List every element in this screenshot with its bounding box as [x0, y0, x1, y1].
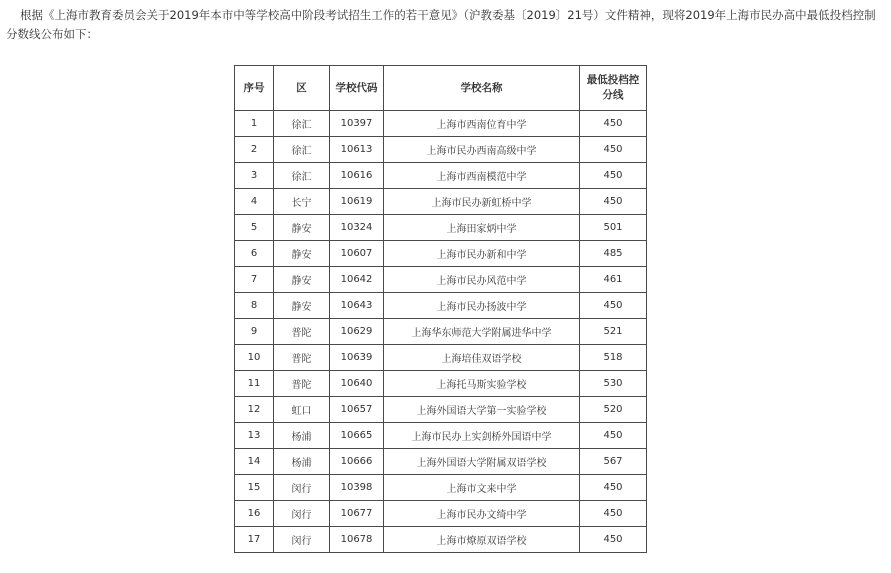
cell-score: 450	[580, 293, 647, 319]
cell-name: 上海市西南模范中学	[384, 163, 580, 189]
cell-no: 7	[235, 267, 274, 293]
table-row	[235, 319, 647, 345]
cell-no: 12	[235, 397, 274, 423]
cell-code: 10613	[330, 137, 384, 163]
cell-district: 虹口	[274, 397, 330, 423]
header-code: 学校代码	[330, 66, 384, 111]
table-row	[235, 475, 647, 501]
cell-no: 13	[235, 423, 274, 449]
intro-paragraph: 根据《上海市教育委员会关于2019年本市中等学校高中阶段考试招生工作的若干意见》（沪教委基〔2019〕21号）文件精神，现将2019年上海市民办高中最低投档控制分数线公布如下：	[6, 8, 876, 41]
cell-name: 上海市民办新和中学	[384, 241, 580, 267]
cell-no: 1	[235, 111, 274, 137]
cell-code: 10616	[330, 163, 384, 189]
cell-score: 450	[580, 423, 647, 449]
header-name: 学校名称	[384, 66, 580, 111]
table-row	[235, 423, 647, 449]
cell-no: 5	[235, 215, 274, 241]
cell-name: 上海市民办西南高级中学	[384, 137, 580, 163]
table-row	[235, 241, 647, 267]
cell-no: 2	[235, 137, 274, 163]
cell-no: 6	[235, 241, 274, 267]
cutoff-score-table	[234, 65, 647, 553]
cell-district: 长宁	[274, 189, 330, 215]
cell-code: 10643	[330, 293, 384, 319]
cell-name: 上海市文来中学	[384, 475, 580, 501]
cell-score: 518	[580, 345, 647, 371]
cell-code: 10398	[330, 475, 384, 501]
table-row	[235, 267, 647, 293]
table-row	[235, 397, 647, 423]
cell-no: 4	[235, 189, 274, 215]
cell-district: 闵行	[274, 527, 330, 553]
cell-score: 501	[580, 215, 647, 241]
cell-score: 485	[580, 241, 647, 267]
cell-name: 上海培佳双语学校	[384, 345, 580, 371]
cell-code: 10678	[330, 527, 384, 553]
cell-name: 上海市民办扬波中学	[384, 293, 580, 319]
header-score-text: 最低投档控分线	[586, 74, 640, 101]
cell-name: 上海田家炳中学	[384, 215, 580, 241]
cell-district: 静安	[274, 267, 330, 293]
cell-no: 17	[235, 527, 274, 553]
cell-district: 普陀	[274, 371, 330, 397]
cell-name: 上海市民办风范中学	[384, 267, 580, 293]
cell-no: 9	[235, 319, 274, 345]
cell-score: 450	[580, 137, 647, 163]
table-row	[235, 371, 647, 397]
cell-code: 10657	[330, 397, 384, 423]
cell-score: 450	[580, 527, 647, 553]
cell-score: 567	[580, 449, 647, 475]
cell-score: 521	[580, 319, 647, 345]
cell-district: 闵行	[274, 475, 330, 501]
cell-district: 闵行	[274, 501, 330, 527]
cell-district: 徐汇	[274, 137, 330, 163]
cell-name: 上海托马斯实验学校	[384, 371, 580, 397]
cell-code: 10639	[330, 345, 384, 371]
table-header-row	[235, 66, 647, 111]
cell-district: 静安	[274, 215, 330, 241]
cell-no: 14	[235, 449, 274, 475]
cell-score: 450	[580, 111, 647, 137]
table-row	[235, 527, 647, 553]
cell-name: 上海市民办上实剑桥外国语中学	[384, 423, 580, 449]
cell-name: 上海外国语大学第一实验学校	[384, 397, 580, 423]
cell-code: 10642	[330, 267, 384, 293]
cell-district: 普陀	[274, 319, 330, 345]
cell-code: 10397	[330, 111, 384, 137]
header-score	[580, 66, 647, 111]
cell-code: 10607	[330, 241, 384, 267]
header-district: 区	[274, 66, 330, 111]
cell-code: 10640	[330, 371, 384, 397]
table-row	[235, 293, 647, 319]
cell-score: 520	[580, 397, 647, 423]
cell-code: 10666	[330, 449, 384, 475]
cell-name: 上海外国语大学附属双语学校	[384, 449, 580, 475]
table-row	[235, 189, 647, 215]
header-no: 序号	[235, 66, 274, 111]
cell-name: 上海市民办新虹桥中学	[384, 189, 580, 215]
cell-district: 杨浦	[274, 423, 330, 449]
table-row	[235, 137, 647, 163]
cell-no: 15	[235, 475, 274, 501]
cell-score: 450	[580, 475, 647, 501]
cell-district: 徐汇	[274, 111, 330, 137]
cell-score: 450	[580, 501, 647, 527]
cell-district: 徐汇	[274, 163, 330, 189]
cell-no: 11	[235, 371, 274, 397]
cell-name: 上海市西南位育中学	[384, 111, 580, 137]
table-row	[235, 215, 647, 241]
cell-name: 上海华东师范大学附属进华中学	[384, 319, 580, 345]
cell-code: 10677	[330, 501, 384, 527]
cell-score: 450	[580, 189, 647, 215]
cell-district: 杨浦	[274, 449, 330, 475]
cell-no: 3	[235, 163, 274, 189]
table-row	[235, 111, 647, 137]
cell-no: 16	[235, 501, 274, 527]
cell-district: 普陀	[274, 345, 330, 371]
cell-no: 8	[235, 293, 274, 319]
table-row	[235, 345, 647, 371]
cell-code: 10629	[330, 319, 384, 345]
cell-district: 静安	[274, 241, 330, 267]
cell-name: 上海市民办文绮中学	[384, 501, 580, 527]
cell-name: 上海市燎原双语学校	[384, 527, 580, 553]
cell-code: 10665	[330, 423, 384, 449]
cell-score: 530	[580, 371, 647, 397]
cell-no: 10	[235, 345, 274, 371]
cell-score: 450	[580, 163, 647, 189]
cell-score: 461	[580, 267, 647, 293]
table-row	[235, 449, 647, 475]
cell-code: 10324	[330, 215, 384, 241]
table-row	[235, 163, 647, 189]
cell-district: 静安	[274, 293, 330, 319]
cell-code: 10619	[330, 189, 384, 215]
table-row	[235, 501, 647, 527]
